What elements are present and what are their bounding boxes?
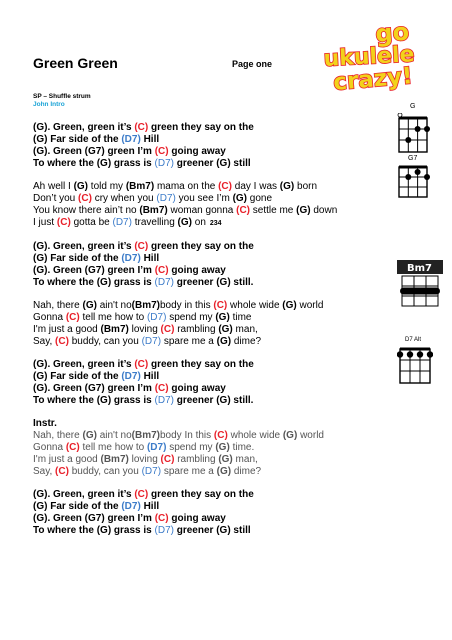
song-title: Green Green [33,55,118,71]
verse-1: Ah well I (G) told my (Bm7) mama on the (C) day I was (G) born Don’t you (C) cry when you (D7) you see I’m (G) gone You know there ain’t no (Bm7) woman gonna (C) settle me (G) down I just (C) gotta be (D7) travelling (G) on 234 [33,181,338,228]
go-ukulele-crazy-logo [318,18,438,96]
verse-2: Nah, there (G) ain't no(Bm7)body in this (C) whole wide (G) world Gonna (C) tell me how to (D7) spend my (G) time I'm just a good (Bm7) loving (C) rambling (G) man, Say, (C) buddy, can you (D7) spare me a (G) dime? [33,300,324,347]
svg-text:go: go [374,18,411,48]
chord-g7-name: G7 [408,155,418,162]
chord-g-name: G [410,103,416,110]
svg-text:ukulele: ukulele [323,42,416,72]
intro-note: John Intro [33,101,65,108]
chord-bm7-name: Bm7 [407,263,432,274]
page-number: Page one [232,59,273,69]
lyrics [33,122,403,548]
chorus-4: (G). Green, green it’s (C) green they say on the (G) Far side of the (D7) Hill (G). Green (G7) green I’m (C) going away To where the (G) grass is (D7) greener (G) still [33,489,254,536]
instrumental: Instr. Nah, there (G) ain't no(Bm7)body In this (C) whole wide (G) world Gonna (C) tell me how to (D7) spend my (G) time. I'm just a good (Bm7) loving (C) rambling (G) man, Say, (C) buddy, can you (D7) spare me a (G) dime? [33,418,324,477]
chord-d7alt-name: D7 Alt [405,337,422,343]
chorus-1: (G). Green, green it’s (C) green they say on the (G) Far side of the (D7) Hill (G). Green (G7) green I’m (C) going away To where the (G) grass is (D7) greener (G) still [33,122,254,169]
chorus-2: (G). Green, green it’s (C) green they say on the (G) Far side of the (D7) Hill (G). Green (G7) green I’m (C) going away To where the (G) grass is (D7) greener (G) still. [33,241,254,288]
chord-bm7-diagram [397,260,443,308]
strum-pattern: SP – Shuffle strum [33,93,91,100]
svg-text:crazy!: crazy! [332,63,414,96]
chorus-3: (G). Green, green it’s (C) green they say on the (G) Far side of the (D7) Hill (G). Green (G7) green I’m (C) going away To where the (G) grass is (D7) greener (G) still. [33,359,254,406]
